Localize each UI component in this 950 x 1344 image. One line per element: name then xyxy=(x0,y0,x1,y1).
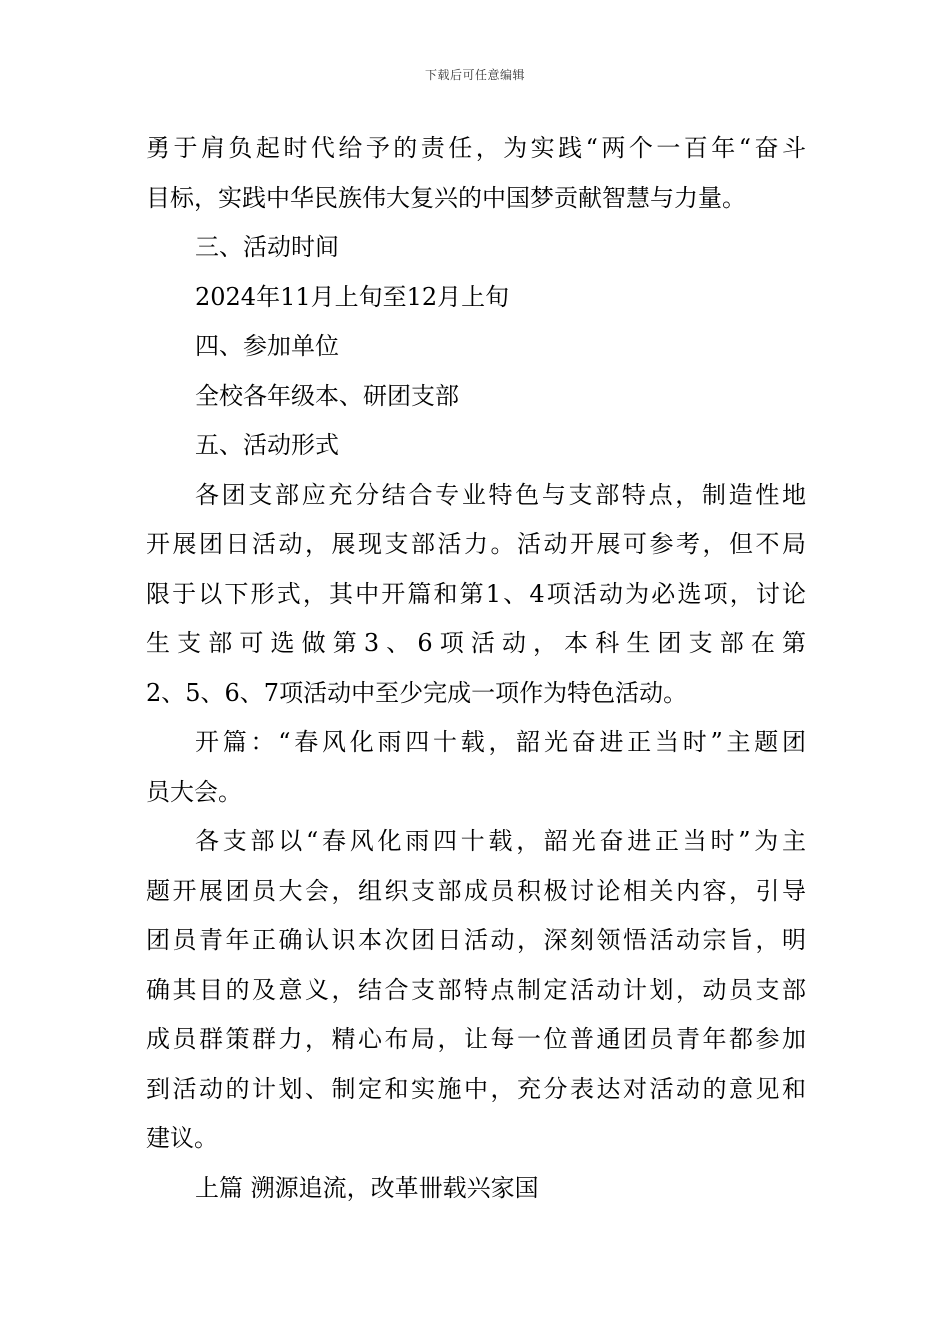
paragraph-line: 限于以下形式，其中开篇和第1、4项活动为必选项，讨论 xyxy=(146,579,806,608)
section-heading-form: 五、活动形式 xyxy=(195,431,339,459)
paragraph-line: 建议。 xyxy=(146,1124,218,1152)
paragraph-line: 2、5、6、7项活动中至少完成一项作为特色活动。 xyxy=(146,678,688,707)
paragraph-line: 开展团日活动，展现支部活力。活动开展可参考，但不局 xyxy=(146,530,806,558)
paragraph-line: 各支部以“春风化雨四十载，韶光奋进正当时”为主 xyxy=(195,827,806,855)
paragraph-line: 到活动的计划、制定和实施中，充分表达对活动的意见和 xyxy=(146,1074,806,1103)
participating-units-text: 全校各年级本、研团支部 xyxy=(195,381,459,410)
page-header-note: 下载后可任意编辑 xyxy=(424,68,525,82)
paragraph-line: 开篇：“春风化雨四十载，韶光奋进正当时”主题团 xyxy=(195,728,806,756)
section-heading-part-one: 上篇 溯源追流，改革卌载兴家国 xyxy=(195,1173,539,1202)
document-body xyxy=(146,124,806,1213)
section-heading-time: 三、活动时间 xyxy=(195,233,339,261)
paragraph-line: 团员青年正确认识本次团日活动，深刻领悟活动宗旨，明 xyxy=(146,926,806,954)
paragraph-line: 员大会。 xyxy=(146,777,242,806)
paragraph-line: 目标，实践中华民族伟大复兴的中国梦贡献智慧与力量。 xyxy=(146,183,746,212)
paragraph-line: 确其目的及意义，结合支部特点制定活动计划，动员支部 xyxy=(146,975,806,1004)
activity-time-text: 2024年11月上旬至12月上旬 xyxy=(195,282,510,311)
section-heading-units: 四、参加单位 xyxy=(195,332,339,360)
paragraph-line: 各团支部应充分结合专业特色与支部特点，制造性地 xyxy=(195,480,806,509)
paragraph-line: 生支部可选做第3、6项活动，本科生团支部在第 xyxy=(146,629,806,657)
paragraph-line: 题开展团员大会，组织支部成员积极讨论相关内容，引导 xyxy=(146,876,806,905)
paragraph-line: 勇于肩负起时代给予的责任，为实践“两个一百年“奋斗 xyxy=(146,134,806,162)
paragraph-line: 成员群策群力，精心布局，让每一位普通团员青年都参加 xyxy=(146,1025,806,1053)
